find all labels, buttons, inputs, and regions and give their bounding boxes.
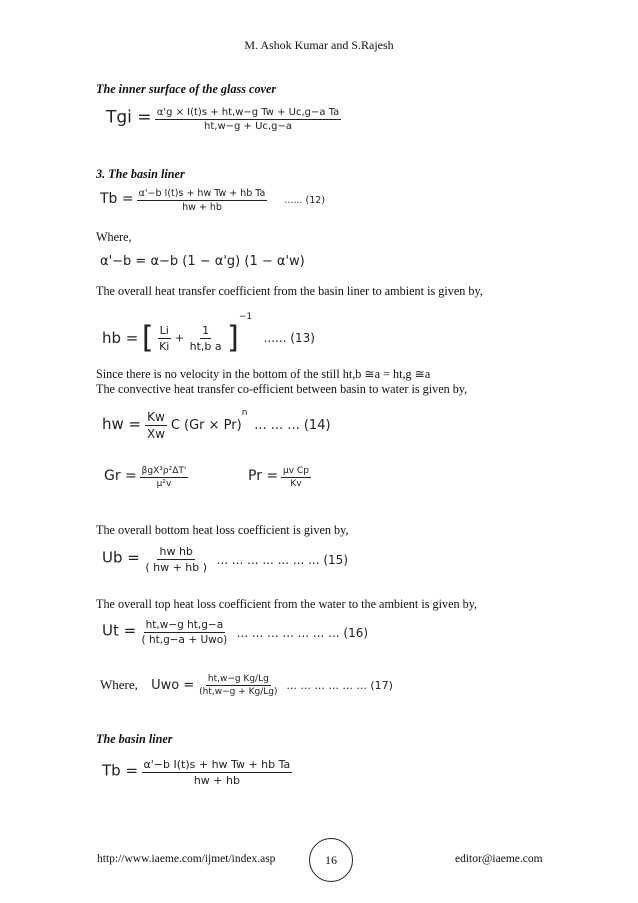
- section-heading-basin-liner-final: The basin liner: [96, 732, 173, 746]
- eq-denominator: (ht,w−g + Kg/Lg): [199, 687, 278, 697]
- equation-tb-final: [102, 758, 292, 787]
- where-label: Where,: [100, 677, 138, 693]
- eq-lhs: Ub =: [102, 548, 140, 567]
- paragraph-no-velocity: Since there is no velocity in the bottom of the still ht,b ≅a = ht,g ≅a: [96, 367, 431, 381]
- equation-alpha: α'−b = α−b (1 − α'g) (1 − α'w): [100, 254, 305, 269]
- plus-sign: +: [174, 331, 185, 345]
- eq-exponent: −1: [238, 312, 253, 322]
- eq-denominator: Xw: [146, 427, 165, 441]
- eq-fraction: [142, 758, 293, 787]
- equation-hb-13: [102, 312, 315, 356]
- eq-fraction: [140, 619, 230, 646]
- equation-uwo-17: [100, 674, 393, 697]
- eq-numerator: α'g × I(t)s + ht,w−g Tw + Uc,g−a Ta: [156, 107, 340, 118]
- equation-number: ...... (12): [284, 195, 326, 206]
- paragraph-basin-ambient: The overall heat transfer coefficient from the basin liner to ambient is given by,: [96, 284, 483, 298]
- footer-url-link[interactable]: http://www.iaeme.com/ijmet/index.asp: [97, 853, 276, 865]
- eq-denominator: Ki: [159, 339, 170, 353]
- paragraph-overall-bottom: The overall bottom heat loss coefficient is given by,: [96, 523, 349, 537]
- eq-lhs: hb =: [102, 329, 139, 347]
- eq-numerator: Kw: [147, 410, 165, 424]
- equation-number: ... ... ... ... ... ... ... (15): [216, 552, 348, 567]
- equation-ut-16: [102, 619, 368, 646]
- eq-lhs: Gr =: [104, 468, 137, 484]
- eq-denominator: ht,w−g + Uc,g−a: [204, 121, 292, 132]
- eq-denominator: μ²v: [156, 479, 172, 489]
- section-heading-basin-liner: 3. The basin liner: [96, 167, 185, 181]
- bracket-right: ]: [227, 320, 239, 356]
- eq-lhs: Tgi =: [106, 107, 152, 128]
- eq-lhs: Ut =: [102, 621, 137, 640]
- eq-denominator: ( hw + hb ): [145, 561, 208, 574]
- eq-numerator: α'−b I(t)s + hw Tw + hb Ta: [138, 188, 266, 199]
- eq-numerator: βgX³ρ²ΔT': [141, 466, 187, 476]
- bracket-left: [: [141, 320, 154, 356]
- equation-tgi: [106, 107, 341, 132]
- eq-numerator: μv Cp: [283, 466, 309, 476]
- eq-denominator: ( ht,g−a + Uwo): [141, 634, 228, 646]
- eq-fraction-1: [157, 324, 171, 353]
- eq-numerator: Li: [159, 323, 169, 337]
- equation-number: ... ... ... ... ... ... ... (16): [236, 625, 369, 640]
- equation-tb-12: [100, 188, 325, 213]
- eq-fraction: [137, 188, 268, 213]
- equation-number: ... ... ... (14): [254, 418, 331, 433]
- page-number-badge: [309, 838, 353, 882]
- running-header: M. Ashok Kumar and S.Rajesh: [244, 38, 394, 52]
- eq-numerator: ht,w−g Kg/Lg: [207, 674, 269, 684]
- eq-lhs: hw =: [102, 415, 142, 433]
- eq-lhs: Tb =: [102, 761, 139, 780]
- eq-fraction: [281, 466, 311, 489]
- eq-numerator: hw hb: [159, 545, 193, 558]
- eq-numerator: α'−b I(t)s + hw Tw + hb Ta: [143, 758, 291, 771]
- eq-denominator: hw + hb: [193, 774, 240, 787]
- eq-term: C (Gr × Pr): [170, 418, 242, 433]
- eq-lhs: Tb =: [100, 191, 134, 207]
- page-number: 16: [325, 852, 337, 867]
- equation-hw-14: [102, 408, 331, 441]
- eq-denominator: ht,b a: [189, 339, 222, 353]
- equation-pr: [248, 466, 311, 489]
- equation-gr: [104, 466, 188, 489]
- paragraph-convective: The convective heat transfer co-efficient between basin to water is given by,: [96, 382, 468, 396]
- equation-number: ...... (13): [263, 331, 315, 345]
- section-heading-glass-cover: The inner surface of the glass cover: [96, 82, 277, 96]
- equation-ub-15: [102, 545, 348, 574]
- eq-fraction: [155, 107, 342, 132]
- eq-fraction: [140, 466, 189, 489]
- eq-lhs: Pr =: [248, 468, 279, 484]
- footer-email-link[interactable]: editor@iaeme.com: [455, 853, 543, 865]
- eq-numerator: 1: [202, 323, 210, 337]
- paragraph-overall-top: The overall top heat loss coefficient from the water to the ambient is given by,: [96, 597, 478, 611]
- eq-fraction-2: [188, 324, 224, 353]
- eq-denominator: Kv: [290, 479, 302, 489]
- eq-fraction: [143, 545, 209, 574]
- eq-exponent: n: [241, 408, 248, 418]
- eq-fraction: [197, 674, 279, 697]
- eq-numerator: ht,w−g ht,g−a: [145, 619, 224, 631]
- eq-lhs: Uwo =: [151, 678, 195, 693]
- equation-number: ... ... ... ... ... ... (17): [286, 679, 393, 692]
- eq-fraction: [145, 410, 167, 441]
- eq-denominator: hw + hb: [182, 202, 222, 213]
- where-label: Where,: [96, 230, 132, 244]
